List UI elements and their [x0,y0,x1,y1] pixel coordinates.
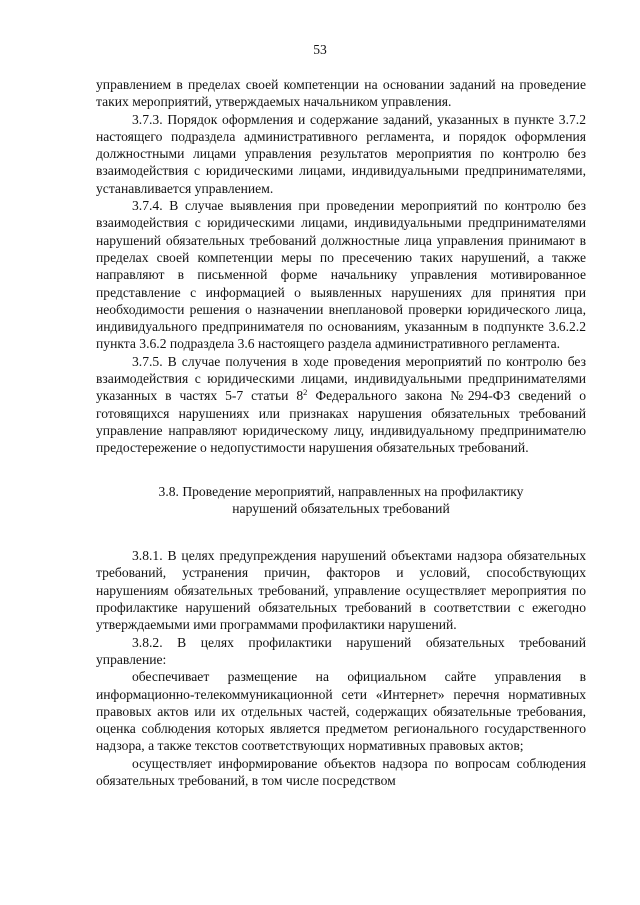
paragraph-3-7-5-part1: 3.7.5. В случае получения в ходе проведения мероприятий по контролю без взаимодействия с юридическими лицами, индивидуальными предпринимателями указанных в частях 5-7 статьи 8 [96,353,586,404]
paragraph-3-7-5 [96,353,586,457]
paragraph-3-7-3: 3.7.3. Порядок оформления и содержание заданий, указанных в пункте 3.7.2 настоящего подраздела административного регламента, и порядок оформления должностными лицами управления результатов мероприятия по контролю без взаимодействия с юридическими лицами, индивидуальными предпринимателями, устанавливается управлением. [96,111,586,196]
paragraph-3-7-5-part2: Федерального закона №294-ФЗ сведений о готовящихся нарушениях или признаках нарушения обязательных требований управление направляют юридическому лицу, индивидуальному предпринимателю предостережение о недопустимости нарушения обязательных требований. [96,388,586,456]
superscript-2: 2 [303,387,308,398]
list-item-website: обеспечивает размещение на официальном сайте управления в информационно-телекоммуникационной сети «Интернет» перечня нормативных правовых актов или их отдельных частей, содержащих обязательные требования, оценка соблюдения которых является предметом регионального государственного надзора, а также текстов соответствующих нормативных правовых актов; [96,669,586,754]
paragraph-3-8-1: 3.8.1. В целях предупреждения нарушений объектами надзора обязательных требований, устранения причин, факторов и условий, способствующих нарушениям обязательных требований, управление осуществляет мероприятия по профилактике нарушений обязательных требований в соответствии с ежегодно утверждаемыми ими программами профилактики нарушений. [96,548,586,633]
page-number: 53 [313,42,327,57]
heading-line-1: 3.8. Проведение мероприятий, направленных на профилактику [158,483,524,499]
list-item-informing: осуществляет информирование объектов надзора по вопросам соблюдения обязательных требований, в том числе посредством [96,755,586,788]
paragraph-continuation: управлением в пределах своей компетенции на основании заданий на проведение таких мероприятий, утверждаемых начальником управления. [96,77,586,110]
paragraph-3-7-4: 3.7.4. В случае выявления при проведении мероприятий по контролю без взаимодействия с юридическими лицами, индивидуальными предпринимателями нарушений обязательных требований должностные лица управления принимают в пределах своей компетенции меры по пресечению таких нарушений, а также направляют в письменной форме начальнику управления мотивированное представление с информацией о выявленных нарушениях для принятия при необходимости решения о назначении внеплановой проверки юридического лица, индивидуального предпринимателя по основаниям, указанным в подпункте 3.6.2.2 пункта 3.6.2 подраздела 3.6 настоящего раздела административного регламента. [96,198,586,352]
heading-line-2: нарушений обязательных требований [232,500,450,516]
section-heading-3-8 [116,483,566,518]
paragraph-3-8-2: 3.8.2. В целях профилактики нарушений обязательных требований управление: [96,634,586,667]
document-body [96,76,586,789]
